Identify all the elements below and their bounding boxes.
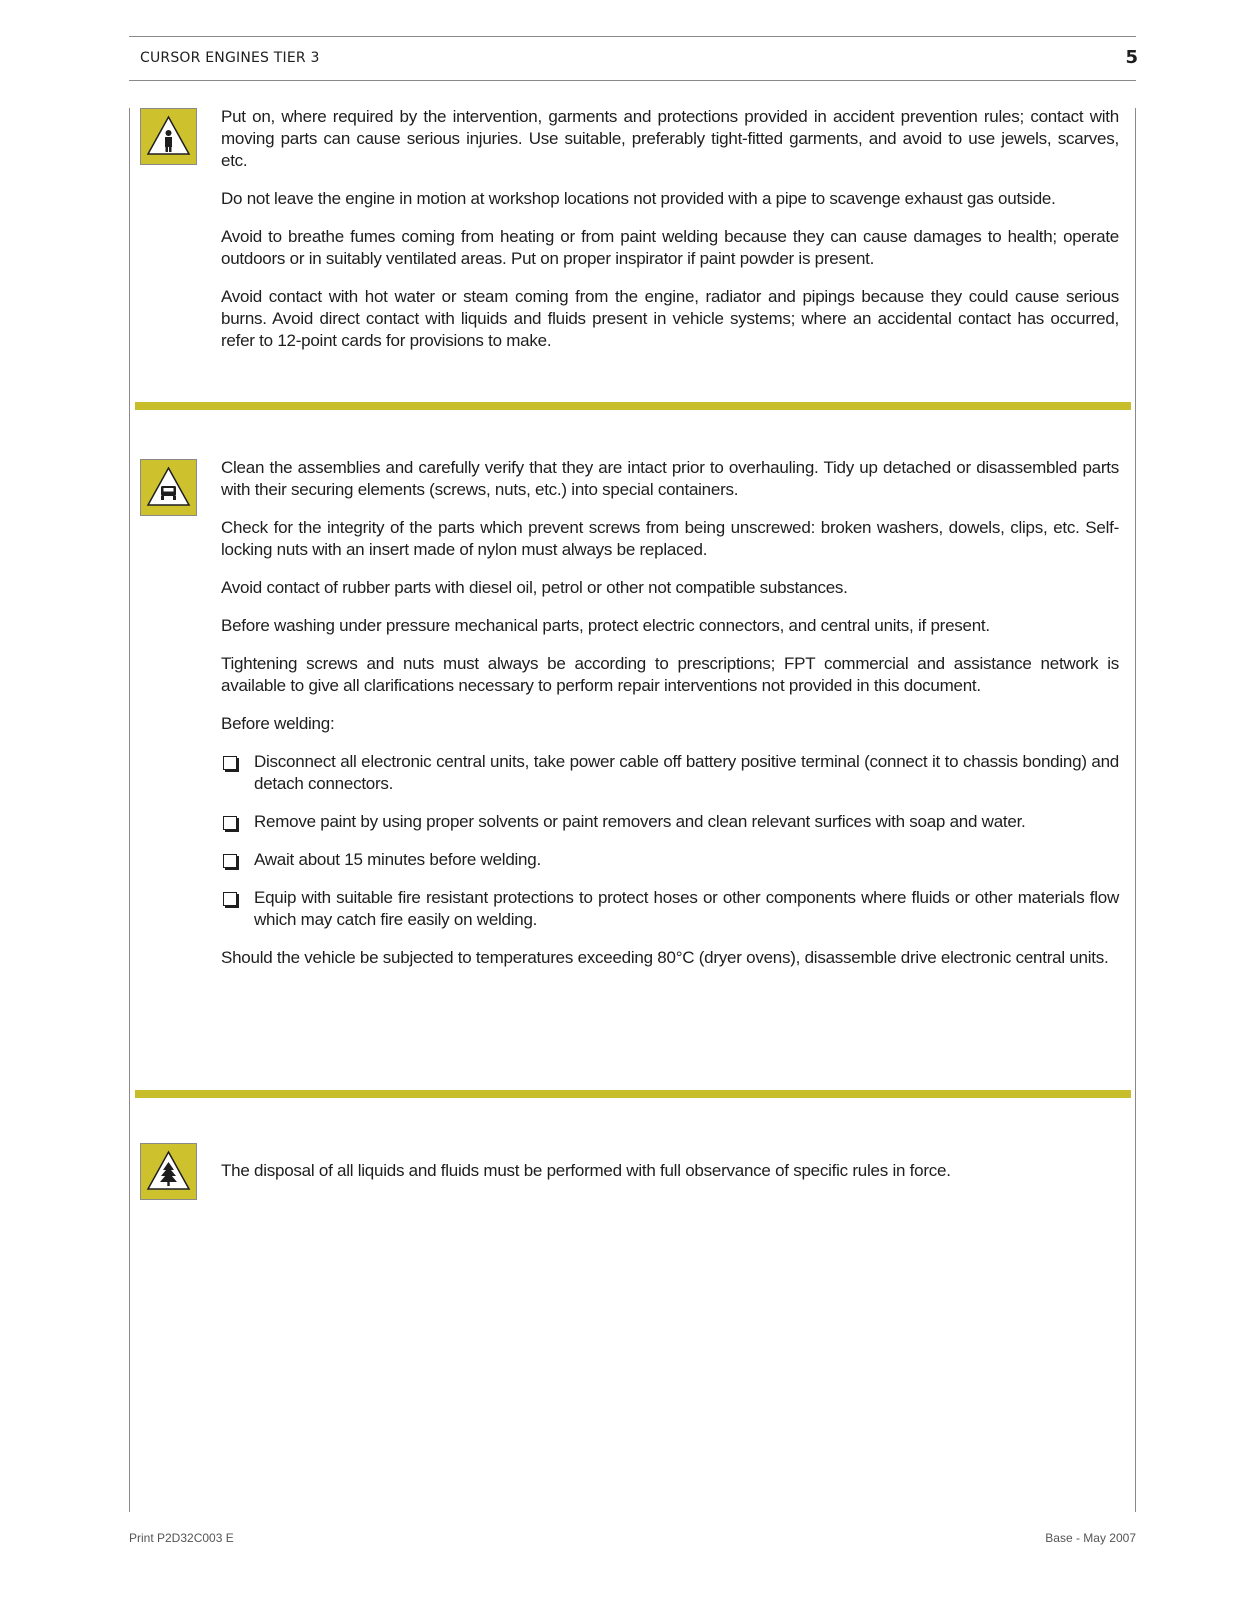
- section-1-paragraph: Avoid contact with hot water or steam coming from the engine, radiator and pipings because they could cause serious burns. Avoid direct contact with liquids and fluids present in vehicle systems; where an accidental contact has occurred, refer to 12-point cards for provisions to make.: [221, 287, 1119, 350]
- checkbox-square-icon: [223, 756, 237, 770]
- section-2-closing: Should the vehicle be subjected to temperatures exceeding 80°C (dryer ovens), disassemble drive electronic central units.: [221, 948, 1109, 967]
- section-2-paragraph: Before washing under pressure mechanical parts, protect electric connectors, and central units, if present.: [221, 616, 990, 635]
- page-frame-left: [129, 108, 130, 1512]
- checkbox-square-icon: [223, 892, 237, 906]
- section-2-paragraph: Avoid contact of rubber parts with diesel oil, petrol or other not compatible substances.: [221, 578, 848, 597]
- checklist-item: [221, 849, 1119, 871]
- header-title: CURSOR ENGINES TIER 3: [140, 50, 320, 66]
- section-1-paragraph: Do not leave the engine in motion at workshop locations not provided with a pipe to scavenge exhaust gas outside.: [221, 189, 1056, 208]
- section-3-paragraph: The disposal of all liquids and fluids must be performed with full observance of specific rules in force.: [221, 1161, 951, 1180]
- vehicle-damage-warning-icon: [140, 459, 197, 516]
- worker-protection-warning-icon: [140, 108, 197, 165]
- checklist-item-text: Disconnect all electronic central units, take power cable off battery positive terminal (connect it to chassis bonding) and detach connectors.: [254, 752, 1119, 793]
- checklist-item: [221, 751, 1119, 795]
- page-number: 5: [1125, 47, 1138, 68]
- checkbox-square-icon: [223, 816, 237, 830]
- checklist-item: [221, 811, 1119, 833]
- checkbox-square-icon: [223, 854, 237, 868]
- section-1-paragraph: Put on, where required by the intervention, garments and protections provided in accident prevention rules; contact with moving parts can cause serious injuries. Use suitable, preferably tight-fitted garments, and avoid to use jewels, scarves, etc.: [221, 107, 1119, 170]
- section-2-paragraph: Clean the assemblies and carefully verify that they are intact prior to overhauling. Tidy up detached or disassembled parts with their securing elements (screws, nuts, etc.) into special containers.: [221, 458, 1119, 499]
- section-2-paragraph: Check for the integrity of the parts which prevent screws from being unscrewed: broken washers, dowels, clips, etc. Self-locking nuts with an insert made of nylon must always be replaced.: [221, 518, 1119, 559]
- header-top-rule: [129, 36, 1136, 37]
- section-2-paragraph: Before welding:: [221, 714, 335, 733]
- checklist-item-text: Equip with suitable fire resistant protections to protect hoses or other components where fluids or other materials flow which may catch fire easily on welding.: [254, 888, 1119, 929]
- checklist-item-text: Await about 15 minutes before welding.: [254, 850, 541, 869]
- page-frame-right: [1135, 108, 1136, 1512]
- checklist-item: [221, 887, 1119, 931]
- checklist-item-text: Remove paint by using proper solvents or paint removers and clean relevant surfices with soap and water.: [254, 812, 1026, 831]
- footer-print-code: Print P2D32C003 E: [129, 1531, 234, 1545]
- section-2-text: [221, 457, 1119, 985]
- section-separator: [135, 402, 1131, 410]
- environment-tree-warning-icon: [140, 1143, 197, 1200]
- header-bottom-rule: [129, 80, 1136, 81]
- section-1-paragraph: Avoid to breathe fumes coming from heating or from paint welding because they can cause damages to health; operate outdoors or in suitably ventilated areas. Put on proper inspirator if paint powder is present.: [221, 227, 1119, 268]
- section-2-paragraph: Tightening screws and nuts must always be according to prescriptions; FPT commercial and assistance network is available to give all clarifications necessary to perform repair interventions not provided in this document.: [221, 654, 1119, 695]
- section-3-text: [221, 1160, 1119, 1198]
- section-separator: [135, 1090, 1131, 1098]
- footer-edition: Base - May 2007: [1045, 1531, 1136, 1545]
- section-1-text: [221, 106, 1119, 368]
